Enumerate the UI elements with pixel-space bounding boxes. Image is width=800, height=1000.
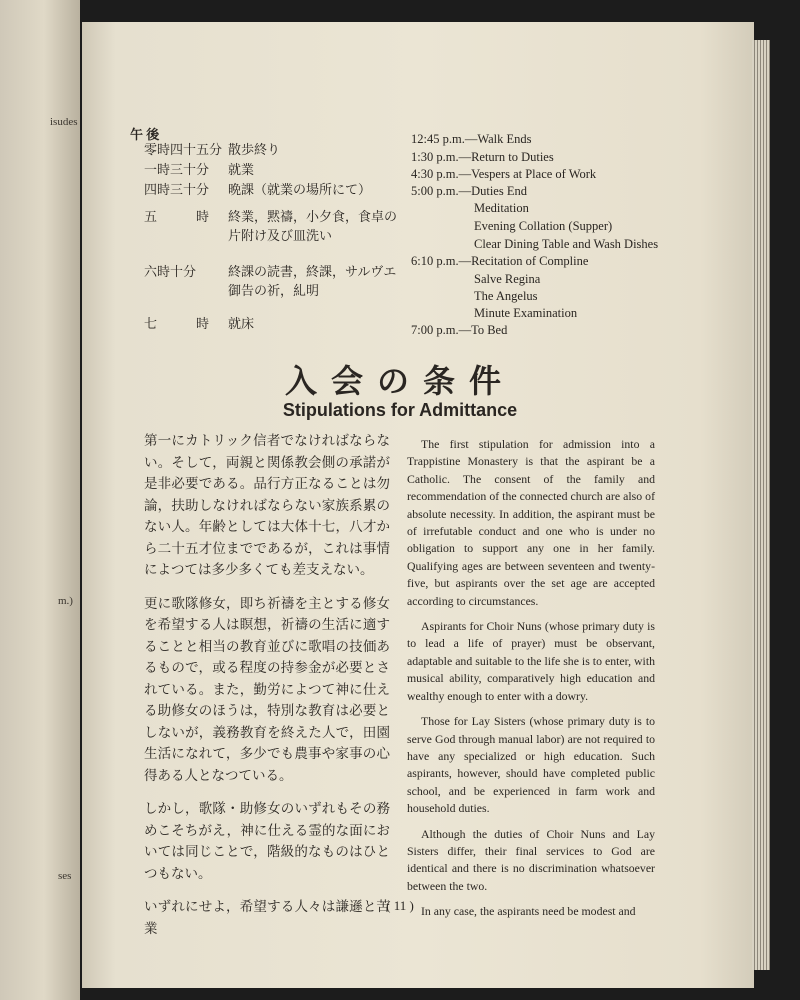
schedule-sub-en: Minute Examination [474,306,578,320]
schedule-activity-jp: 就床 [228,316,255,331]
left-page-fragment: ses [58,870,72,882]
schedule-time-jp: 一時三十分 [144,162,210,177]
schedule-row-en: 6:10 p.m.—Recitation of Compline [411,254,589,268]
left-page-edge [0,0,80,1000]
schedule-row-en: 5:00 p.m.—Duties End [411,184,527,198]
schedule-row-jp [144,262,396,300]
page-stack-edges [752,40,770,970]
schedule-activity-jp: 晩課（就業の場所にて） [228,182,372,197]
page-number: ( 11 ) [386,898,414,913]
japanese-text-column [144,430,390,951]
schedule-time-jp: 七 時 [144,316,210,331]
english-text-column [407,436,655,929]
schedule-time-jp: 五 時 [144,209,210,224]
schedule-row-jp [144,140,280,159]
schedule-row-en: 1:30 p.m.—Return to Duties [411,150,554,164]
schedule-activity-jp: 終課の読書，終課，サルヴエ [228,264,397,279]
schedule-sub-en: Clear Dining Table and Wash Dishes [474,237,659,251]
schedule-row-jp [144,180,371,199]
schedule-row-jp [144,314,254,333]
paragraph-en: Those for Lay Sisters (whose primary duty is to serve God through manual labor) are not required to have any specialized or high education. Such aspirants, however, should have completed public school, and be experienced in farm work and household duties. [407,714,655,816]
schedule-row-en: 7:00 p.m.—To Bed [411,323,508,337]
schedule-sub-en: Salve Regina [474,272,541,286]
paragraph-jp: 第一にカトリック信者でなければならない。そして，両親と関係教会側の承諾が是非必要である。品行方正なることは勿論，扶助しなければならない家族系累のない人。年齢としては大体十七，八才から二十五才位までであるが，これは事情によつては多少多くても差支えない。 [144,433,390,577]
schedule-row-jp [144,207,397,245]
schedule-activity-jp-cont: 片附け及び皿洗い [228,228,333,243]
schedule-time-jp: 零時四十五分 [144,142,223,157]
left-page-fragment: isudes [50,116,78,128]
paragraph-jp: いずれにせよ，希望する人々は謙遜と苦業 [144,899,390,936]
paragraph-jp: しかし，歌隊・助修女のいずれもその務めこそちがえ，神に仕える霊的な面においては同じことで，階級的なものはひとつもない。 [144,801,390,881]
schedule-sub-en: Meditation [474,201,529,215]
schedule-row-en: 4:30 p.m.—Vespers at Place of Work [411,167,597,181]
schedule-row-en: 12:45 p.m.—Walk Ends [411,132,532,146]
paragraph-en: In any case, the aspirants need be modest and [421,904,636,919]
schedule-activity-jp: 就業 [228,162,255,177]
paragraph-jp: 更に歌隊修女，即ち祈禱を主とする修女を希望する人は瞑想，祈禱の生活に適することと相当の教育並びに歌唱の技価あるもので，或る程度の持参金が必要とされている。また，勤労によつて神に仕える助修女のほうは，特別な教育は必要としないが，義務教育を終えた人で，田園生活になれて，多少でも農事や家事の心得ある人となつている。 [144,595,390,783]
schedule-sub-en: Evening Collation (Supper) [474,219,613,233]
paragraph-en: Aspirants for Choir Nuns (whose primary duty is to lead a life of prayer) must be observant, adaptable and suitable to the life she is to enter, with musical ability, comparatively high education and wealthy enough to enter with a dowry. [407,619,655,703]
section-title-en: Stipulations for Admittance [282,400,518,420]
schedule-time-jp: 六時十分 [144,264,197,279]
paragraph-en: The first stipulation for admission into a Trappistine Monastery is that the aspirant be a Catholic. The consent of the family and recommendation of the connected church are also of absolute necessity. In addition, the aspirant must be of irrefutable conduct and one who is under no obligation to support any one in her family. Qualifying ages are between seventeen and twenty-five, but aspirants over the set age are accepted according to circumstances. [407,437,655,608]
paragraph-en: Although the duties of Choir Nuns and Lay Sisters differ, their final services to God are identical and there is no discrimination whatsoever between the two. [407,826,655,893]
schedule-time-jp: 四時三十分 [144,182,210,197]
left-page-fragment: m.) [58,595,73,607]
schedule-activity-jp: 散歩終り [228,142,281,157]
schedule-activity-jp: 終業，黙禱，小夕食，食卓の [228,209,398,224]
section-title-jp: 入会の条件 [284,362,515,400]
schedule-sub-en: The Angelus [474,289,538,303]
schedule-activity-jp-cont: 御告の祈，糺明 [228,283,320,298]
schedule-heading-jp: 午 後 [130,127,160,142]
schedule-row-jp [144,160,254,179]
